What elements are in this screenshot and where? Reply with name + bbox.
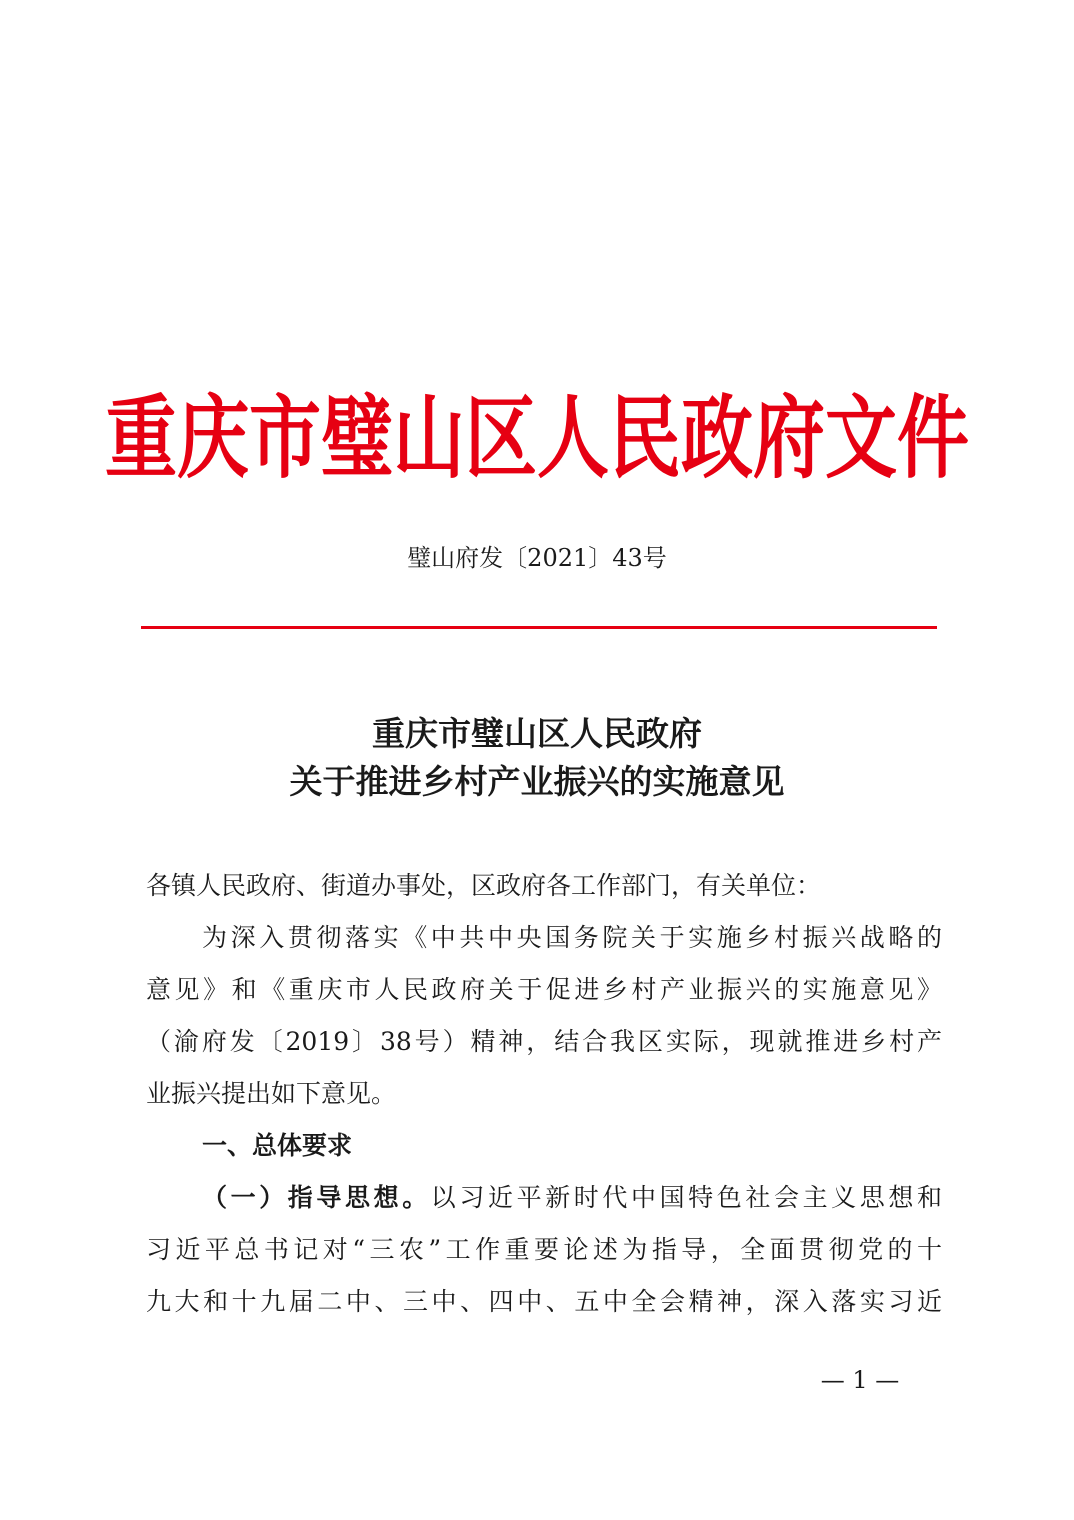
document-number: 璧山府发〔2021〕43号 — [407, 544, 667, 572]
title-line-1: 重庆市璧山区人民政府 — [372, 714, 702, 753]
title-line-2: 关于推进乡村产业振兴的实施意见 — [289, 762, 785, 801]
paragraph-line: 业振兴提出如下意见。 — [146, 1079, 397, 1108]
paragraph-line: 习近平总书记对“三农”工作重要论述为指导，全面贯彻党的十 — [146, 1235, 942, 1264]
subsection-heading: （一）指导思想。 — [202, 1183, 431, 1212]
page-number: — 1 — — [820, 1366, 900, 1394]
paragraph-line: （渝府发〔2019〕38号）精神，结合我区实际，现就推进乡村产 — [146, 1027, 942, 1056]
addressee-line: 各镇人民政府、街道办事处，区政府各工作部门，有关单位： — [146, 871, 822, 900]
paragraph-line: 九大和十九届二中、三中、四中、五中全会精神，深入落实习近 — [146, 1287, 942, 1316]
paragraph-line: 意见》和《重庆市人民政府关于促进乡村产业振兴的实施意见》 — [146, 975, 942, 1004]
subsection-text: 以习近平新时代中国特色社会主义思想和 — [430, 1183, 942, 1212]
document-body — [146, 860, 942, 1328]
paragraph-line: 为深入贯彻落实《中共中央国务院关于实施乡村振兴战略的 — [202, 923, 942, 952]
subsection-line — [146, 1172, 942, 1224]
document-title — [0, 710, 1074, 806]
red-divider-line — [141, 626, 937, 629]
masthead-title: 重庆市璧山区人民政府文件 — [104, 385, 969, 490]
section-heading: 一、总体要求 — [202, 1131, 353, 1160]
